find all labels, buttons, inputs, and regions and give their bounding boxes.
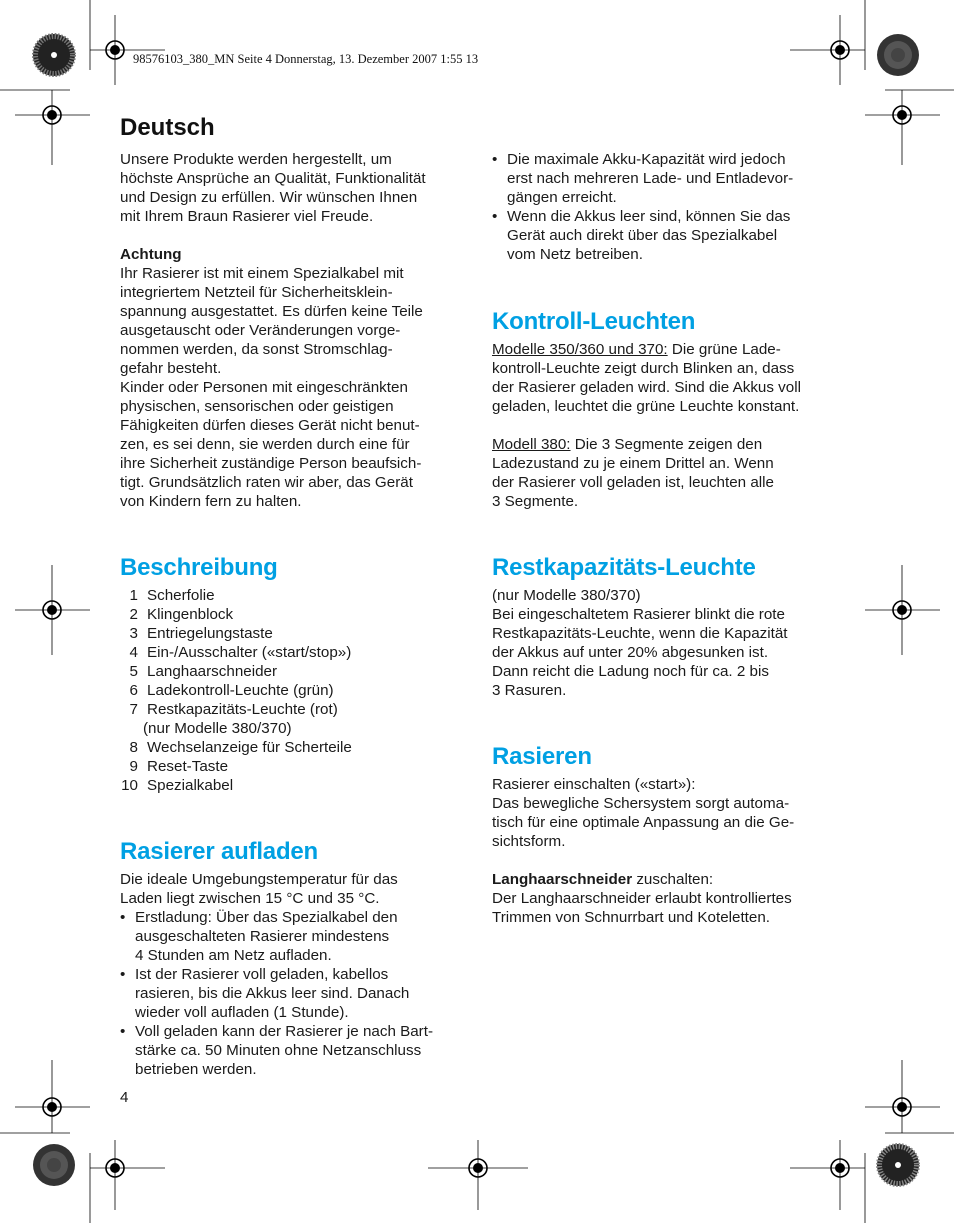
text-line: Trimmen von Schnurrbart und Koteletten. <box>492 909 771 926</box>
bullet-item: • Voll geladen kann der Rasierer je nach Bart- stärke ca. 50 Minuten ohne Netzanschluss betrieben werden. <box>120 1022 433 1079</box>
print-slug: 98576103_380_MN Seite 4 Donnerstag, 13. Dezember 2007 1:55 13 <box>133 52 479 66</box>
parts-list-item: 9 Reset-Taste <box>129 758 229 775</box>
parts-list-item: 10 Spezialkabel <box>121 777 234 794</box>
text-line: Ihr Rasierer ist mit einem Spezialkabel mit <box>120 265 404 282</box>
text-line: Rasierer einschalten («start»): <box>492 776 696 793</box>
langhaarschneider-label: Langhaarschneider <box>492 871 633 888</box>
text-line: zen, es sei denn, sie werden durch eine für <box>120 436 410 453</box>
kontroll-body: Modelle 350/360 und 370: Die grüne Lade- kontroll-Leuchte zeigt durch Blinken an, dass der Rasierer geladen wird. Sind die Akkus voll geladen, leuchtet die grüne Leuchte konstant. Modell 380: Die 3 Segmente zeigen den Ladezustand zu je einem Drittel an. Wenn der Rasierer voll geladen ist, leuchten alle 3 Segmente. <box>492 341 801 510</box>
text-line: integriertem Netzteil für Sicherheitsklein- <box>120 284 393 301</box>
text-line: Bei eingeschaltetem Rasierer blinkt die rote <box>492 606 785 623</box>
rasieren-heading: Rasieren <box>492 743 592 770</box>
text-line: gefahr besteht. <box>120 360 222 377</box>
star-wheel-bottom-right <box>877 1144 919 1186</box>
bullet-item: • Erstladung: Über das Spezialkabel den ausgeschalteten Rasierer mindestens 4 Stunden am Netz aufladen. <box>120 908 433 965</box>
text-line: sichtsform. <box>492 833 566 850</box>
parts-list-item: 2 Klingenblock <box>129 606 234 623</box>
text-line: kontroll-Leuchte zeigt durch Blinken an, dass <box>492 360 795 377</box>
text-line: tisch für eine optimale Anpassung an die Ge- <box>492 814 795 831</box>
text-line: Fähigkeiten dürfen dieses Gerät nicht benut- <box>120 417 420 434</box>
parts-list-item: (nur Modelle 380/370) <box>143 720 292 737</box>
achtung-label: Achtung <box>120 246 182 263</box>
text-line: Unsere Produkte werden hergestellt, um <box>120 151 392 168</box>
parts-list-item: 7 Restkapazitäts-Leuchte (rot) <box>129 701 338 718</box>
text-line: ausgetauscht oder Veränderungen vorge- <box>120 322 401 339</box>
model-380-label: Modell 380: <box>492 436 571 453</box>
text-line: Ladezustand zu je einem Drittel an. Wenn <box>492 455 774 472</box>
star-wheel-top-right <box>877 34 919 76</box>
parts-list-item: 8 Wechselanzeige für Scherteile <box>129 739 352 756</box>
text-line: physischen, sensorischen oder geistigen <box>120 398 394 415</box>
text-line: 3 Rasuren. <box>492 682 567 699</box>
models-350-360-370-label: Modelle 350/360 und 370: <box>492 341 668 358</box>
star-wheel-top-left <box>33 34 75 76</box>
aufladen-heading: Rasierer aufladen <box>120 838 319 865</box>
text-line: Der Langhaarschneider erlaubt kontrolliertes <box>492 890 792 907</box>
text-line: Die ideale Umgebungstemperatur für das <box>120 871 398 888</box>
text-line: Dann reicht die Ladung noch für ca. 2 bis <box>492 663 769 680</box>
text-line: ihre Sicherheit zuständige Person beaufsich- <box>120 455 422 472</box>
parts-list <box>120 586 352 795</box>
restkapazitaet-heading: Restkapazitäts-Leuchte <box>492 554 756 581</box>
text-line: geladen, leuchtet die grüne Leuchte konstant. <box>492 398 800 415</box>
rasieren-body: Rasierer einschalten («start»): Das bewegliche Schersystem sorgt automa- tisch für eine optimale Anpassung an die Ge- sichtsform. Langhaarschneider zuschalten: Der Langhaarschneider erlaubt kontrolliertes Trimmen von Schnurrbart und Koteletten. <box>492 776 795 926</box>
achtung-section <box>120 245 423 511</box>
text-line: der Rasierer voll geladen ist, leuchten alle <box>492 474 774 491</box>
text-line: der Akkus auf unter 20% abgesunken ist. <box>492 644 769 661</box>
bullet-item: • Ist der Rasierer voll geladen, kabellos rasieren, bis die Akkus leer sind. Danach wieder voll aufladen (1 Stunde). <box>120 965 433 1022</box>
text-line: tigt. Grundsätzlich raten wir aber, das Gerät <box>120 474 413 491</box>
text-line: (nur Modelle 380/370) <box>492 587 641 604</box>
parts-list-item: 6 Ladekontroll-Leuchte (grün) <box>129 682 334 699</box>
text-line: nommen werden, da sonst Stromschlag- <box>120 341 393 358</box>
star-wheel-bottom-left <box>33 1144 75 1186</box>
text-line: spannung ausgestattet. Es dürfen keine Teile <box>120 303 423 320</box>
parts-list-item: 1 Scherfolie <box>129 587 215 604</box>
restkapazitaet-body <box>492 586 788 700</box>
charging-bullets <box>492 150 793 264</box>
text-line: mit Ihrem Braun Rasierer viel Freude. <box>120 208 374 225</box>
page-number: 4 <box>120 1089 129 1106</box>
text-line: Kinder oder Personen mit eingeschränkten <box>120 379 408 396</box>
bullet-item: • Die maximale Akku-Kapazität wird jedoch erst nach mehreren Lade- und Entladevor- gängen erreicht. <box>492 150 793 207</box>
bullet-item: • Wenn die Akkus leer sind, können Sie das Gerät auch direkt über das Spezialkabel vom Netz betreiben. <box>492 207 793 264</box>
parts-list-item: 3 Entriegelungstaste <box>129 625 273 642</box>
text-line: und Design zu erfüllen. Wir wünschen Ihnen <box>120 189 418 206</box>
text-line: Das bewegliche Schersystem sorgt automa- <box>492 795 790 812</box>
text-line: 3 Segmente. <box>492 493 579 510</box>
intro-paragraph <box>120 150 426 226</box>
text-line: der Rasierer geladen wird. Sind die Akkus voll <box>492 379 801 396</box>
parts-list-item: 4 Ein-/Ausschalter («start/stop») <box>129 644 352 661</box>
text-line: Laden liegt zwischen 15 °C und 35 °C. <box>120 890 380 907</box>
kontroll-heading: Kontroll-Leuchten <box>492 308 696 335</box>
aufladen-body <box>120 870 433 1079</box>
text-line: von Kindern fern zu halten. <box>120 493 302 510</box>
beschreibung-heading: Beschreibung <box>120 554 278 581</box>
text-line: Restkapazitäts-Leuchte, wenn die Kapazität <box>492 625 788 642</box>
language-heading: Deutsch <box>120 114 215 141</box>
text-line: höchste Ansprüche an Qualität, Funktionalität <box>120 170 426 187</box>
parts-list-item: 5 Langhaarschneider <box>129 663 278 680</box>
